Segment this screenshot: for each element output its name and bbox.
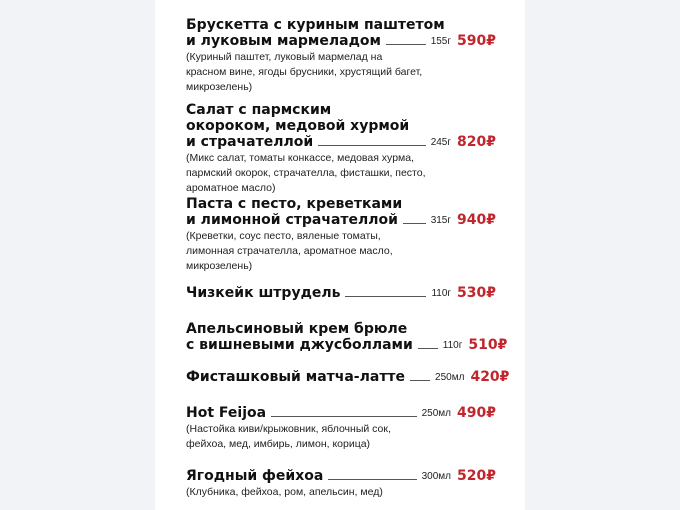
desc-line: лимонная страчателла, ароматное масло, [186,245,393,257]
item-price: 530₽ [457,285,496,301]
item-weight: 250мл [421,408,452,419]
item-weight: 110г [442,340,463,351]
item-title: и лимонной страчателлой [186,212,398,228]
item-weight: 155г [430,36,452,47]
item-weight: 315г [430,215,452,226]
menu-item-salad [186,102,496,196]
item-weight: 110г [431,288,452,299]
desc-line: (Микс салат, томаты конкассе, медовая хурма, [186,152,415,164]
item-title-row [186,337,508,353]
item-title-row [186,212,496,228]
dotted-leader [328,479,416,480]
item-title: Чизкейк штрудель [186,285,341,301]
desc-line: микрозелень) [186,260,253,272]
item-title: Паста с песто, креветками [186,196,403,212]
item-weight: 250мл [435,372,465,383]
item-title-row [186,369,510,385]
item-title: Ягодный фейхоа [186,468,324,484]
dotted-leader [318,145,426,146]
desc-line: пармский окорок, страчателла, фисташки, песто, [186,167,426,179]
item-weight: 300мл [421,471,452,482]
item-description [186,229,496,274]
dotted-leader [410,380,430,381]
item-price: 940₽ [457,212,496,228]
item-weight: 245г [430,137,452,148]
dotted-leader [271,416,417,417]
desc-line: микрозелень) [186,81,253,93]
item-title: Апельсиновый крем брюле [186,321,408,337]
item-title: и страчателлой [186,134,314,150]
item-title-row [186,285,496,301]
item-description [186,151,496,196]
item-title: Фисташковый матча-латте [186,369,406,385]
menu-item-bruschetta [186,17,496,95]
item-title-row [186,468,496,484]
item-description [186,50,496,95]
item-price: 420₽ [470,369,510,385]
item-price: 510₽ [468,337,508,353]
desc-line: (Настойка киви/крыжовник, яблочный сок, [186,423,391,435]
item-title: окороком, медовой хурмой [186,118,410,134]
item-price: 590₽ [457,33,496,49]
desc-line: красном вине, ягоды брусники, хрустящий багет, [186,66,423,78]
item-title: и луковым мармеладом [186,33,381,49]
dotted-leader [403,223,426,224]
desc-line: ароматное масло) [186,182,276,194]
dotted-leader [386,44,426,45]
desc-line: (Клубника, фейхоа, ром, апельсин, мед) [186,486,383,498]
item-title: Брускетта с куриным паштетом [186,17,445,33]
dotted-leader [345,296,426,297]
item-description [186,485,496,500]
item-title-row [186,134,496,150]
menu-item-berry-feijoa [186,468,496,500]
menu-item-pasta [186,196,496,274]
item-description [186,422,496,452]
menu-item-creme-brulee [186,321,508,353]
desc-line: фейхоа, мед, имбирь, лимон, корица) [186,438,371,450]
menu-item-matcha-latte [186,369,510,385]
item-title-row [186,33,496,49]
item-price: 820₽ [457,134,496,150]
item-title: с вишневыми джусболлами [186,337,413,353]
menu-item-hot-feijoa [186,405,496,452]
item-title: Hot Feijoa [186,405,267,421]
item-price: 490₽ [457,405,496,421]
menu-item-cheesecake [186,285,496,301]
item-title-row [186,405,496,421]
item-title: Салат с пармским [186,102,332,118]
desc-line: (Куриный паштет, луковый мармелад на [186,51,383,63]
desc-line: (Креветки, соус песто, вяленые томаты, [186,230,381,242]
dotted-leader [418,348,438,349]
item-price: 520₽ [457,468,496,484]
